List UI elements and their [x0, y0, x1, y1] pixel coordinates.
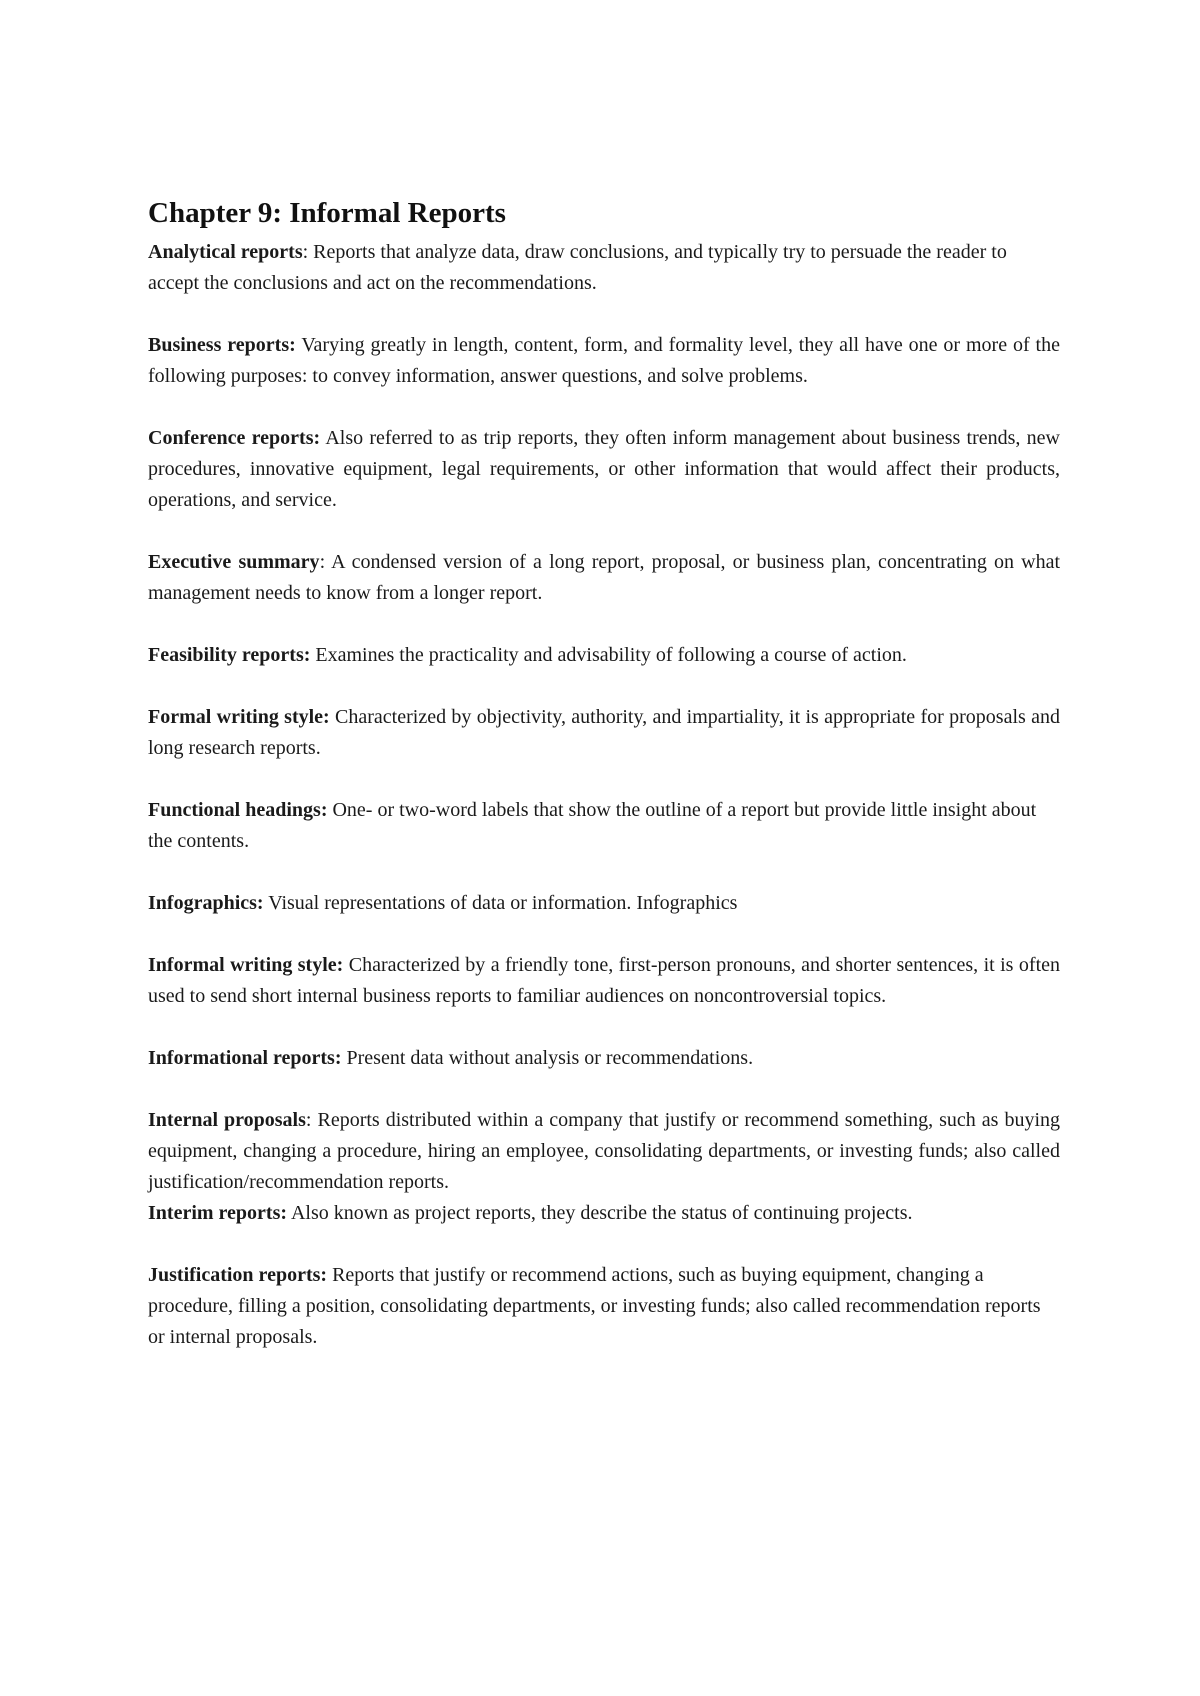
glossary-entry-informational-reports	[148, 1043, 1060, 1074]
glossary-term: Internal proposals	[148, 1108, 306, 1131]
glossary-entry-justification-reports	[148, 1260, 1060, 1353]
glossary-term: Analytical reports	[148, 240, 303, 263]
glossary-entry-internal-proposals	[148, 1105, 1060, 1198]
glossary-term: Business reports:	[148, 333, 296, 356]
glossary-definition: Visual representations of data or information. Infographics	[268, 891, 738, 914]
glossary-definition: Reports distributed within a company that justify or recommend something, such as buying equipment, changing a procedure, hiring an employee, consolidating departments, or investing funds; also called justification/recommendation reports.	[148, 1108, 1061, 1193]
glossary-entry-interim-reports	[148, 1198, 1060, 1229]
glossary-definition: Also referred to as trip reports, they often inform management about business trends, new procedures, innovative equipment, legal requirements, or other information that would affect their products, operations, and service.	[148, 426, 1060, 511]
glossary-entry-formal-writing-style	[148, 702, 1060, 764]
glossary-term: Informational reports:	[148, 1046, 342, 1069]
glossary-term: Executive summary	[148, 550, 320, 573]
glossary-term: Feasibility reports:	[148, 643, 311, 666]
glossary-term: Conference reports:	[148, 426, 321, 449]
term-separator: :	[319, 550, 332, 573]
glossary-definition: Present data without analysis or recommendations.	[346, 1046, 754, 1069]
glossary-entry-infographics	[148, 888, 1060, 919]
term-separator: :	[302, 240, 314, 263]
glossary-definition: Characterized by objectivity, authority, and impartiality, it is appropriate for proposals and long research reports.	[148, 705, 1060, 759]
glossary-definition: A condensed version of a long report, proposal, or business plan, concentrating on what management needs to know from a longer report.	[148, 550, 1061, 604]
glossary-term: Functional headings:	[148, 798, 328, 821]
glossary-definition: Also known as project reports, they describe the status of continuing projects.	[290, 1201, 913, 1224]
glossary-entry-conference-reports	[148, 423, 1060, 516]
glossary-entry-feasibility-reports	[148, 640, 1060, 671]
document-page	[148, 196, 1060, 1384]
glossary-term: Infographics:	[148, 891, 264, 914]
glossary-definition: Reports that justify or recommend actions, such as buying equipment, changing a procedure, filling a position, consolidating departments, or investing funds; also called recommendation reports or internal proposals.	[148, 1263, 1041, 1348]
glossary-term: Interim reports:	[148, 1201, 288, 1224]
glossary-definition: One- or two-word labels that show the outline of a report but provide little insight about the contents.	[148, 798, 1037, 852]
glossary-entry-business-reports	[148, 330, 1060, 392]
glossary-definition: Reports that analyze data, draw conclusions, and typically try to persuade the reader to accept the conclusions and act on the recommendations.	[148, 240, 1007, 294]
term-separator: :	[305, 1108, 318, 1131]
glossary-definition: Examines the practicality and advisability of following a course of action.	[315, 643, 907, 666]
glossary-entry-analytical-reports	[148, 237, 1060, 299]
page-title: Chapter 9: Informal Reports	[148, 197, 506, 229]
glossary-term: Informal writing style:	[148, 953, 344, 976]
glossary-entry-functional-headings	[148, 795, 1060, 857]
glossary-entry-executive-summary	[148, 547, 1060, 609]
glossary-definition: Characterized by a friendly tone, first-person pronouns, and shorter sentences, it is often used to send short internal business reports to familiar audiences on noncontroversial topics.	[148, 953, 1061, 1007]
glossary-entry-informal-writing-style	[148, 950, 1060, 1012]
glossary-term: Formal writing style:	[148, 705, 330, 728]
glossary-term: Justification reports:	[148, 1263, 328, 1286]
glossary-definition: Varying greatly in length, content, form, and formality level, they all have one or more of the following purposes: to convey information, answer questions, and solve problems.	[148, 333, 1060, 387]
